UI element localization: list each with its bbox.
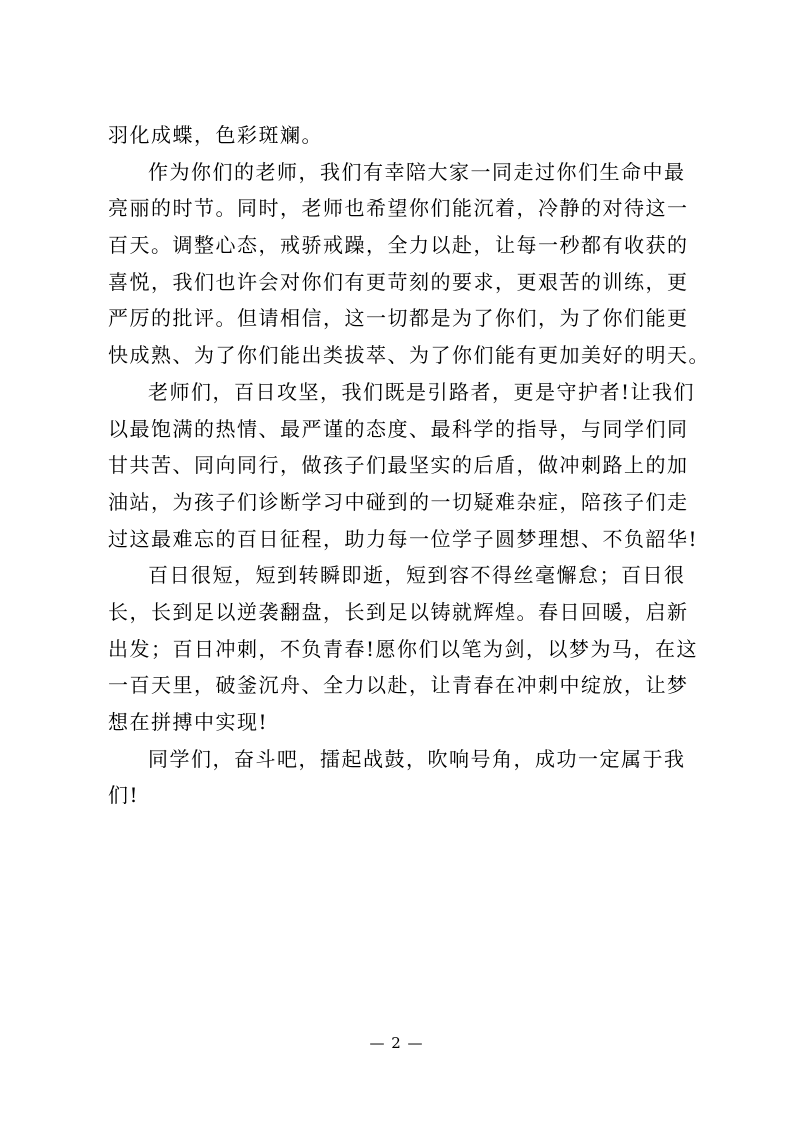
text-line: 一百天里，破釜沉舟、全力以赴，让青春在冲刺中绽放，让梦 xyxy=(108,673,689,698)
text-line: 羽化成蝶，色彩斑斓。 xyxy=(108,123,323,147)
text-line: 严厉的批评。但请相信，这一切都是为了你们，为了你们能更 xyxy=(108,306,689,331)
text-line: 百天。调整心态，戒骄戒躁，全力以赴，让每一秒都有收获的 xyxy=(108,233,689,258)
text-line: 出发；百日冲刺，不负青春!愿你们以笔为剑，以梦为马，在这 xyxy=(108,636,699,661)
text-line: 们! xyxy=(108,783,140,808)
text-line: 过这最难忘的百日征程，助力每一位学子圆梦理想、不负韶华! xyxy=(108,526,699,551)
text-line: 甘共苦、同向同行，做孩子们最坚实的后盾，做冲刺路上的加 xyxy=(108,453,689,478)
text-line: 想在拼搏中实现! xyxy=(108,710,269,734)
text-line: 作为你们的老师，我们有幸陪大家一同走过你们生命中最 xyxy=(148,159,686,184)
text-line: 老师们，百日攻坚，我们既是引路者，更是守护者!让我们 xyxy=(148,379,696,404)
text-line: 快成熟、为了你们能出类拔萃、为了你们能有更加美好的明天。 xyxy=(108,343,710,368)
text-line: 同学们，奋斗吧，擂起战鼓，吹响号角，成功一定属于我 xyxy=(148,746,686,771)
text-line: 喜悦，我们也许会对你们有更苛刻的要求，更艰苦的训练，更 xyxy=(108,269,689,294)
text-line: 亮丽的时节。同时，老师也希望你们能沉着，冷静的对待这一 xyxy=(108,196,689,221)
body-text xyxy=(108,117,710,814)
text-line: 油站，为孩子们诊断学习中碰到的一切疑难杂症，陪孩子们走 xyxy=(108,489,689,514)
text-line: 百日很短，短到转瞬即逝，短到容不得丝毫懈怠；百日很 xyxy=(148,563,686,588)
text-line: 长，长到足以逆袭翻盘，长到足以铸就辉煌。春日回暖，启新 xyxy=(108,599,689,624)
text-line: 以最饱满的热情、最严谨的态度、最科学的指导，与同学们同 xyxy=(108,416,689,441)
page-number: — 2 — xyxy=(369,1034,424,1052)
